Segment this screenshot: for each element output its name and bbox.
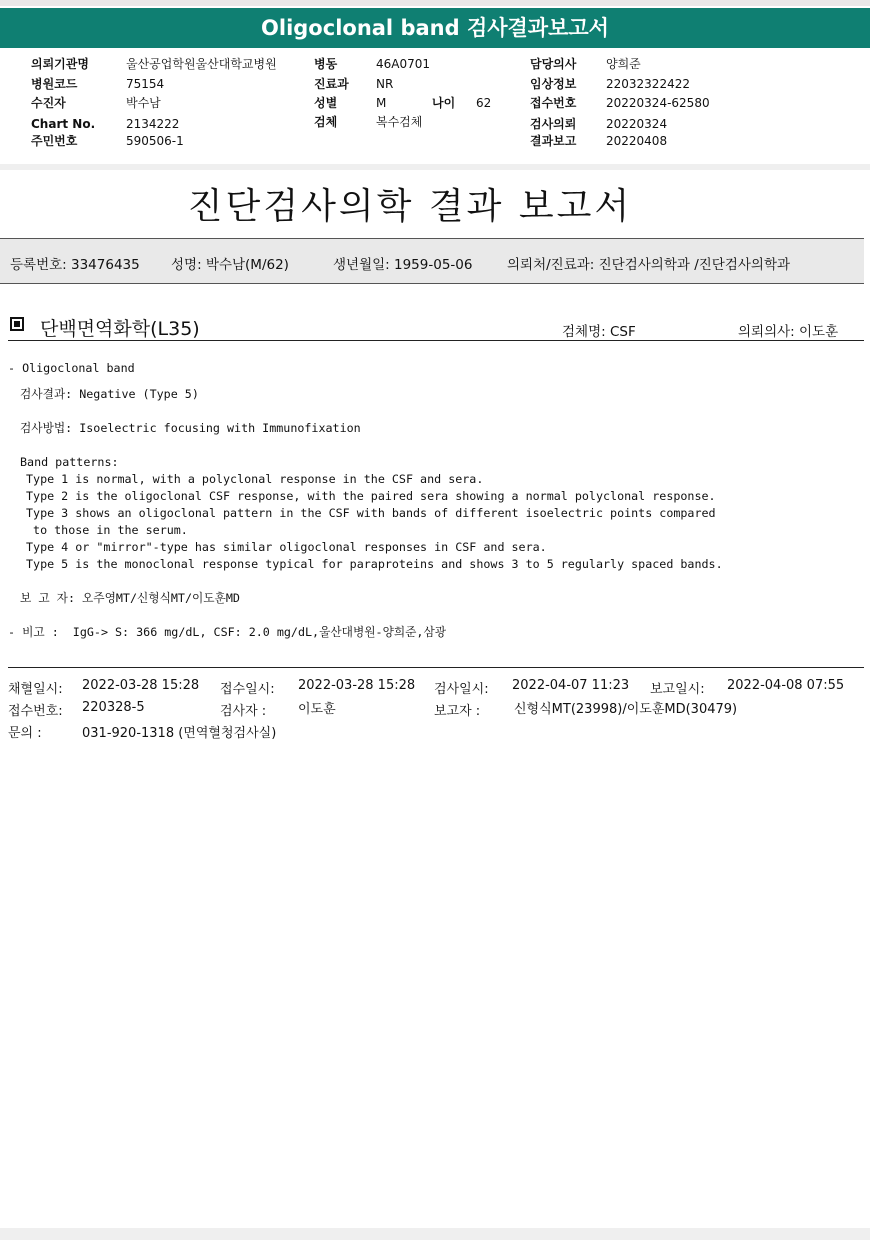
specimen-name: 검체명: CSF xyxy=(562,324,636,340)
remarks: - 비고 : IgG-> S: 366 mg/dL, CSF: 2.0 mg/dL,울산대병원-양희준,삼광 xyxy=(8,625,447,639)
receipt-no-label: 접수번호: xyxy=(8,704,63,719)
document-title: 진단검사의학 결과 보고서 xyxy=(187,186,633,227)
reporters: 보 고 자: 오주영MT/신형식MT/이도훈MD xyxy=(20,591,240,605)
received-value: 2022-03-28 15:28 xyxy=(298,678,416,693)
pattern-line: Type 2 is the oligoclonal CSF response, with the paired sera showing a normal polyclonal response. xyxy=(26,489,716,503)
band-patterns-heading: Band patterns: xyxy=(20,455,119,469)
physician-value: 양희준 xyxy=(606,57,641,71)
registration-number: 등록번호: 33476435 xyxy=(10,257,140,273)
reported-value: 2022-04-08 07:55 xyxy=(727,678,845,693)
dept-value: NR xyxy=(376,77,394,91)
contact-label: 문의 : xyxy=(8,726,42,741)
requesting-doctor: 의뢰의사: 이도훈 xyxy=(738,324,839,340)
section-header xyxy=(8,314,864,341)
resident-no-label: 주민번호 xyxy=(31,134,78,148)
pattern-line: Type 3 shows an oligoclonal pattern in the CSF with bands of different isoelectric points compared xyxy=(26,506,716,520)
pattern-line: to those in the serum. xyxy=(26,523,188,537)
receipt-value: 20220324-62580 xyxy=(606,96,710,110)
reporter-label: 보고자 : xyxy=(434,704,481,719)
birth-date: 생년월일: 1959-05-06 xyxy=(333,257,473,273)
tester-label: 검사자 : xyxy=(220,704,267,719)
specimen-label: 검체 xyxy=(314,115,338,129)
clinical-value: 22032322422 xyxy=(606,77,690,91)
patient-info-bar xyxy=(0,238,864,284)
hospital-code-label: 병원코드 xyxy=(31,77,78,91)
footer-divider xyxy=(8,667,864,668)
pattern-line: Type 4 or "mirror"-type has similar oligoclonal responses in CSF and sera. xyxy=(26,540,547,554)
resident-no-value: 590506-1 xyxy=(126,134,184,148)
pattern-line: Type 1 is normal, with a polyclonal response in the CSF and sera. xyxy=(26,472,484,486)
section-title: 단백면역화학(L35) xyxy=(40,318,200,340)
examinee-value: 박수남 xyxy=(126,96,161,110)
sex-value: M xyxy=(376,96,387,110)
request-date-value: 20220324 xyxy=(606,117,668,131)
reported-label: 보고일시: xyxy=(650,682,705,697)
test-method: 검사방법: Isoelectric focusing with Immunofixation xyxy=(20,421,361,435)
tester-value: 이도훈 xyxy=(298,702,336,717)
received-label: 접수일시: xyxy=(220,682,275,697)
institution-value: 울산공업학원울산대학교병원 xyxy=(126,57,277,71)
requesting-dept: 의뢰처/진료과: 진단검사의학과 /진단검사의학과 xyxy=(507,257,791,273)
tested-label: 검사일시: xyxy=(434,682,489,697)
examinee-label: 수진자 xyxy=(31,96,66,110)
ward-value: 46A0701 xyxy=(376,57,431,71)
collect-value: 2022-03-28 15:28 xyxy=(82,678,200,693)
hospital-code-value: 75154 xyxy=(126,77,165,91)
ward-label: 병동 xyxy=(314,57,338,71)
top-border xyxy=(0,0,870,6)
header-separator xyxy=(0,164,870,170)
patient-name: 성명: 박수남(M/62) xyxy=(171,257,289,273)
institution-label: 의뢰기관명 xyxy=(31,57,89,71)
sex-label: 성별 xyxy=(314,96,338,110)
specimen-value: 복수검체 xyxy=(376,115,423,129)
chart-no-label: Chart No. xyxy=(31,117,96,131)
section-square-icon xyxy=(10,317,24,331)
dept-label: 진료과 xyxy=(314,77,349,91)
tested-value: 2022-04-07 11:23 xyxy=(512,678,630,693)
request-date-label: 검사의뢰 xyxy=(530,117,577,131)
contact-value: 031-920-1318 (면역혈청검사실) xyxy=(82,726,277,741)
clinical-label: 임상정보 xyxy=(530,77,577,91)
chart-no-value: 2134222 xyxy=(126,117,180,131)
test-result: 검사결과: Negative (Type 5) xyxy=(20,387,199,401)
test-name: - Oligoclonal band xyxy=(8,361,135,375)
bottom-border xyxy=(0,1228,870,1240)
receipt-label: 접수번호 xyxy=(530,96,577,110)
receipt-no-value: 220328-5 xyxy=(82,700,145,715)
report-date-label: 결과보고 xyxy=(530,134,577,148)
age-value: 62 xyxy=(476,96,492,110)
report-date-value: 20220408 xyxy=(606,134,668,148)
report-title-bar: Oligoclonal band 검사결과보고서 xyxy=(0,8,870,48)
physician-label: 담당의사 xyxy=(530,57,577,71)
age-label: 나이 xyxy=(432,96,456,110)
pattern-line: Type 5 is the monoclonal response typical for paraproteins and shows 3 to 5 regularly spaced bands. xyxy=(26,557,723,571)
collect-label: 채혈일시: xyxy=(8,682,63,697)
reporter-value: 신형식MT(23998)/이도훈MD(30479) xyxy=(514,702,738,717)
